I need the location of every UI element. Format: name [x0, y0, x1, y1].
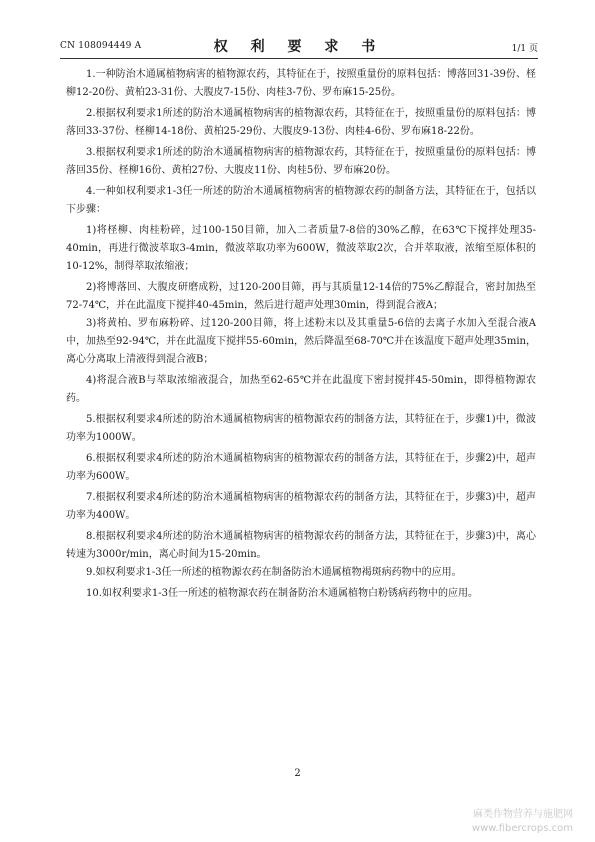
claim-3: 3.根据权利要求1所述的防治木通属植物病害的植物源农药，其特征在于，按照重量份的原料包括：博落回35份、柽柳16份、黄柏27份、大腹皮11份、肉桂5份、罗布麻20份。: [66, 147, 536, 176]
header-divider: [60, 58, 538, 59]
claim-6: 6.根据权利要求4所述的防治木通属植物病害的植物源农药的制备方法，其特征在于，步骤2)中，超声功率为600W。: [66, 453, 536, 482]
publication-number: CN 108094449 A: [60, 41, 142, 51]
page-number: 2: [294, 768, 301, 779]
claim-7: 7.根据权利要求4所述的防治木通属植物病害的植物源农药的制备方法，其特征在于，步骤3)中，超声功率为400W。: [66, 492, 536, 521]
page-count: 1/1 页: [511, 44, 538, 54]
document-title: 权 利 要 求 书: [213, 39, 385, 55]
claim-8: 8.根据权利要求4所述的防治木通属植物病害的植物源农药的制备方法，其特征在于，步骤3)中，离心转速为3000r/min，离心时间为15-20min。: [66, 531, 536, 560]
claim-5: 5.根据权利要求4所述的防治木通属植物病害的植物源农药的制备方法，其特征在于，步骤1)中，微波功率为1000W。: [66, 414, 536, 443]
watermark-url: www.fibercrops.com: [471, 823, 573, 834]
claim-4-step-1: 1)将柽柳、肉桂粉碎，过100-150目筛，加入二者质量7-8倍的30%乙醇，在63℃下搅拌处理35-40min，再进行微波萃取3-4min，微波萃取功率为600W，微波萃取2次，合并萃取液，浓缩至原体积的10-12%，制得萃取浓缩液；: [66, 225, 536, 272]
watermark-site-name: 麻类作物营养与施肥网: [473, 809, 573, 820]
claim-1: 1.一种防治木通属植物病害的植物源农药，其特征在于，按照重量份的原料包括：博落回31-39份、柽柳12-20份、黄柏23-31份、大腹皮7-15份、肉桂3-7份、罗布麻15-25份。: [66, 69, 536, 98]
claim-4-step-4: 4)将混合液B与萃取浓缩液混合，加热至62-65℃并在此温度下密封搅拌45-50min，即得植物源农药。: [66, 375, 536, 404]
claim-9: 9.如权利要求1-3任一所述的植物源农药在制备防治木通属植物褐斑病药物中的应用。: [86, 567, 462, 578]
claim-10: 10.如权利要求1-3任一所述的植物源农药在制备防治木通属植物白粉锈病药物中的应用。: [86, 588, 479, 599]
claim-4-step-3: 3)将黄柏、罗布麻粉碎、过120-200目筛，将上述粉末以及其重量5-6倍的去离子水加入至混合液A中，加热至92-94℃，并在此温度下搅拌55-60min，然后降温至68-70℃并在该温度下超声处理35min，离心分离取上清液得到混合液B；: [66, 318, 536, 365]
claim-4-step-2: 2)将博落回、大腹皮研磨成粉，过120-200目筛，再与其质量12-14倍的75%乙醇混合，密封加热至72-74℃，并在此温度下搅拌40-45min，然后进行超声处理30min，得到混合液A；: [66, 282, 536, 311]
page-header: [60, 36, 538, 58]
claims-body: [66, 66, 536, 603]
claim-4: 4.一种如权利要求1-3任一所述的防治木通属植物病害的植物源农药的制备方法，其特征在于，包括以下步骤：: [66, 186, 536, 215]
watermark: [472, 808, 573, 836]
claim-2: 2.根据权利要求1所述的防治木通属植物病害的植物源农药，其特征在于，按照重量份的原料包括：博落回33-37份、柽柳14-18份、黄柏25-29份、大腹皮9-13份、肉桂4-6份、罗布麻18-22份。: [66, 108, 536, 137]
